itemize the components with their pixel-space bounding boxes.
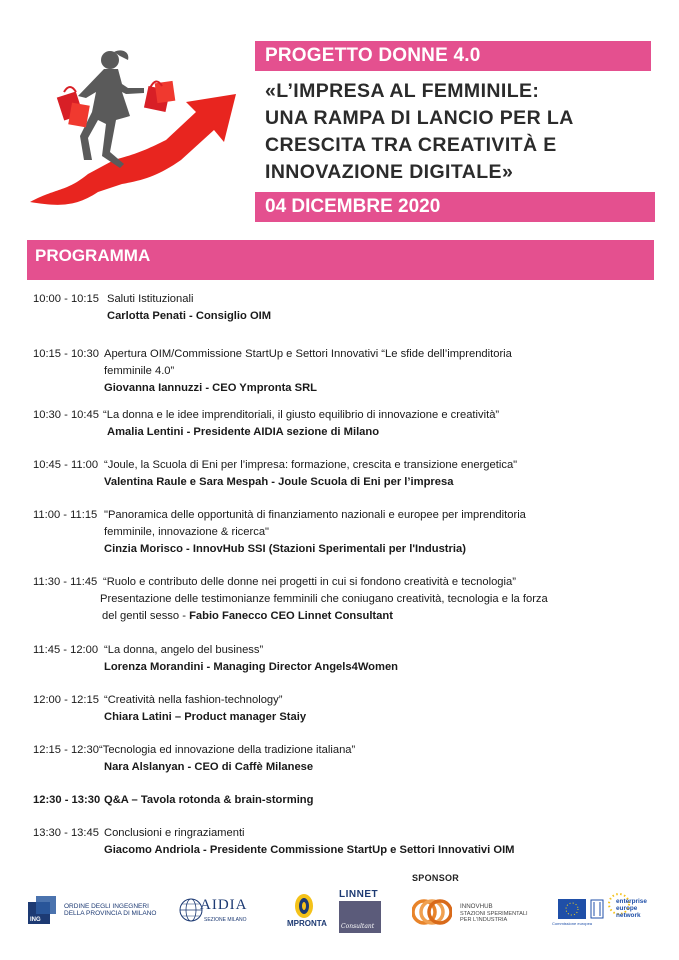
- slot-title-continued: [33, 608, 633, 625]
- slot-speaker: Giovanna Iannuzzi - CEO Ympronta SRL: [104, 382, 317, 394]
- slot-speaker: Giacomo Andriola - Presidente Commissione StartUp e Settori Innovativi OIM: [104, 844, 515, 856]
- linnet-box: [339, 901, 381, 933]
- slot-time: 11:45 - 12:00: [33, 644, 99, 656]
- event-date-banner: 04 DICEMBRE 2020: [255, 192, 655, 222]
- slot-title: “Creatività nella fashion-technology”: [104, 694, 283, 706]
- event-title-line: UNA RAMPA DI LANCIO PER LA: [265, 107, 574, 129]
- slot-title: "Panoramica delle opportunità di finanziamento nazionali e europee per imprenditoria: [104, 509, 526, 521]
- event-title-line: «L’IMPRESA AL FEMMINILE:: [265, 80, 540, 102]
- slot-title-continued: femminile, innovazione & ricerca": [104, 526, 270, 538]
- slot-time: 11:00 - 11:15: [33, 509, 98, 521]
- event-title-line: CRESCITA TRA CREATIVITÀ E: [265, 134, 557, 156]
- slot-title-tail: del gentil sesso -: [102, 610, 190, 622]
- innovhub-logo: [412, 895, 542, 931]
- slot-speaker: Fabio Fanecco CEO Linnet Consultant: [189, 610, 393, 622]
- slot-title-continued: femminile 4.0”: [104, 365, 175, 377]
- innovhub-line: PER L’INDUSTRIA: [460, 917, 508, 923]
- program-slot: [33, 507, 633, 574]
- slot-title: “Joule, la Scuola di Eni per l’impresa: formazione, crescita e transizione energetica": [104, 459, 518, 471]
- slot-title: “La donna, angelo del business”: [104, 644, 264, 656]
- innovhub-text: [460, 904, 528, 924]
- slot-time: 12:00 - 12:15: [33, 694, 99, 706]
- program-slot: [33, 457, 633, 507]
- program-slot: [33, 792, 633, 825]
- oim-line: DELLA PROVINCIA DI MILANO: [64, 910, 157, 917]
- innovhub-rings-icon: [412, 895, 452, 929]
- commission-building-icon: [590, 898, 604, 920]
- slot-speaker: Amalia Lentini - Presidente AIDIA sezione di Milano: [107, 426, 380, 438]
- aidia-name: AIDIA: [200, 897, 248, 913]
- oim-logo: [26, 892, 176, 928]
- ympronta-name: MPRONTA: [287, 919, 327, 928]
- slot-speaker: Cinzia Morisco - InnovHub SSI (Stazioni Sperimentali per l'Industria): [104, 543, 466, 555]
- slot-speaker: Lorenza Morandini - Managing Director Angels4Women: [104, 661, 399, 673]
- slot-time: 10:15 - 10:30: [33, 348, 99, 360]
- program-slot: [33, 825, 633, 865]
- slot-title: Q&A – Tavola rotonda & brain-storming: [104, 794, 314, 806]
- oim-line: ORDINE DEGLI INGEGNERI: [64, 903, 149, 910]
- een-line: network: [616, 911, 641, 919]
- een-line: enterprise: [616, 898, 647, 905]
- slot-speaker: Carlotta Penati - Consiglio OIM: [107, 310, 272, 322]
- aidia-logo: [178, 895, 258, 927]
- program-slot: [33, 291, 633, 346]
- slot-time: 11:30 - 11:45: [33, 576, 98, 588]
- program-slot: [33, 692, 633, 742]
- oim-emblem-icon: [26, 894, 58, 926]
- event-title-line: INNOVAZIONE DIGITALE»: [265, 161, 514, 183]
- program-slot: [33, 742, 633, 792]
- slot-time: 12:30 - 13:30: [33, 794, 101, 806]
- hero-illustration: [26, 42, 241, 207]
- slot-speaker: Chiara Latini – Product manager Staiy: [104, 711, 307, 723]
- event-title: [265, 78, 655, 186]
- oim-mark: ING: [30, 917, 41, 923]
- ympronta-logo: [283, 893, 327, 931]
- een-line: europe: [616, 904, 638, 912]
- program-slot: [33, 407, 633, 457]
- linnet-logo: [339, 889, 383, 933]
- slot-title: Conclusioni e ringraziamenti: [104, 827, 245, 839]
- slot-time: 12:15 - 12:30: [33, 744, 99, 756]
- eu-commission: Commissione europea: [552, 921, 593, 926]
- een-text: [616, 899, 647, 919]
- slot-time: 13:30 - 13:45: [33, 827, 99, 839]
- slot-time: 10:00 - 10:15: [33, 293, 99, 305]
- slot-speaker: Valentina Raule e Sara Mespah - Joule Scuola di Eni per l’impresa: [104, 476, 454, 488]
- slot-title: “La donna e le idee imprenditoriali, il giusto equilibrio di innovazione e creatività”: [103, 409, 500, 421]
- ympronta-emblem-icon: [292, 893, 316, 919]
- slot-title: “Tecnologia ed innovazione della tradizione italiana”: [99, 744, 356, 756]
- program-slot: [33, 642, 633, 692]
- program-heading: PROGRAMMA: [27, 240, 654, 280]
- aidia-sub: SEZIONE MILANO: [204, 917, 247, 923]
- project-banner: PROGETTO DONNE 4.0: [255, 41, 651, 71]
- linnet-script: Consultant: [341, 923, 375, 930]
- program-list: [33, 291, 633, 865]
- slot-title: Apertura OIM/Commissione StartUp e Settori Innovativi “Le sfide dell’imprenditoria: [104, 348, 512, 360]
- slot-time: 10:30 - 10:45: [33, 409, 99, 421]
- sponsor-label: SPONSOR: [412, 873, 460, 883]
- een-logo: [546, 889, 650, 933]
- rising-arrow-icon: [30, 94, 236, 205]
- slot-title: “Ruolo e contributo delle donne nei progetti in cui si fondono creatività e tecnologia”: [103, 576, 516, 588]
- slot-title-continued: Presentazione delle testimonianze femminili che coniugano creatività, tecnologia e la forza: [100, 593, 548, 605]
- slot-time: 10:45 - 11:00: [33, 459, 99, 471]
- slot-title: Saluti Istituzionali: [107, 293, 194, 305]
- linnet-name: LINNET: [339, 889, 379, 900]
- innovhub-line: INNOVHUB: [460, 903, 493, 910]
- slot-speaker: Nara Alslanyan - CEO di Caffè Milanese: [104, 761, 314, 773]
- innovhub-line: STAZIONI SPERIMENTALI: [460, 910, 528, 917]
- program-slot: [33, 346, 633, 407]
- eu-flag-icon: [558, 899, 586, 919]
- program-slot: [33, 574, 633, 642]
- oim-text: [64, 903, 156, 917]
